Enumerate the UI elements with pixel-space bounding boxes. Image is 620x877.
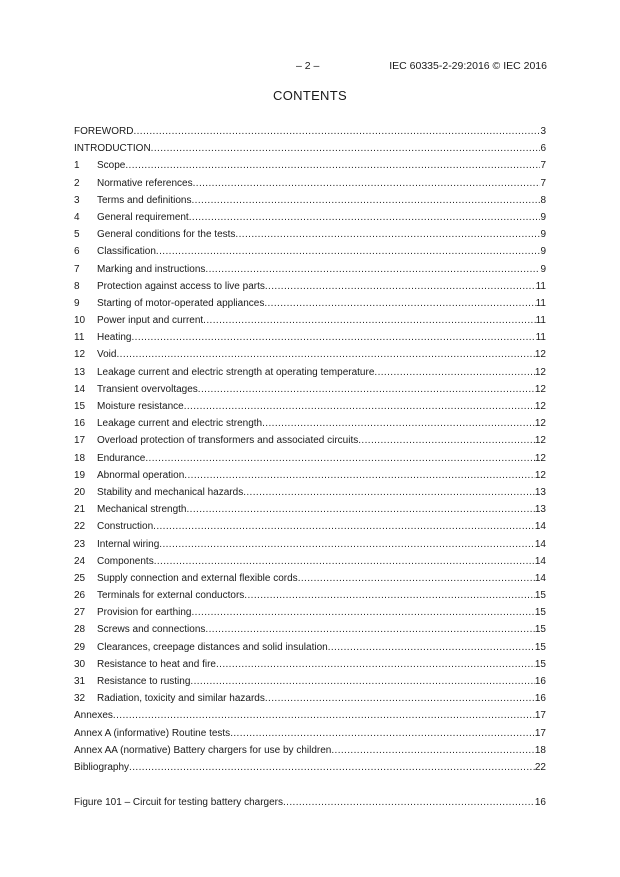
toc-entry-label: General requirement	[97, 211, 189, 223]
toc-entry-label: Leakage current and electric strength at operating temperature	[97, 366, 375, 378]
toc-entry-page: 12	[534, 452, 546, 464]
toc-dot-leader	[129, 759, 535, 776]
toc-entry[interactable]	[74, 621, 546, 638]
toc-entry-label: Overload protection of transformers and associated circuits	[97, 435, 359, 447]
toc-dot-leader	[192, 604, 535, 621]
toc-entry-page: 6	[540, 143, 546, 155]
toc-entry-page: 15	[534, 641, 546, 653]
toc-dot-leader	[265, 690, 535, 707]
toc-entry[interactable]	[74, 570, 546, 587]
toc-entry[interactable]	[74, 673, 546, 690]
toc-entry-number: 26	[74, 590, 86, 602]
toc-entry-number: 20	[74, 486, 86, 498]
toc-entry[interactable]	[74, 707, 546, 724]
toc-entry-number: 32	[74, 693, 86, 705]
toc-entry-page: 11	[535, 332, 546, 344]
toc-section-gap	[74, 776, 546, 794]
toc-entry[interactable]	[74, 381, 546, 398]
toc-entry[interactable]	[74, 295, 546, 312]
toc-entry-number: 17	[74, 435, 86, 447]
toc-dot-leader	[331, 742, 535, 759]
toc-dot-leader	[153, 518, 535, 535]
toc-dot-leader	[264, 295, 535, 312]
toc-entry-number: 31	[74, 676, 86, 687]
toc-entry-number: 8	[74, 280, 80, 292]
toc-dot-leader	[374, 364, 534, 381]
toc-entry-number: 28	[74, 624, 86, 636]
toc-entry[interactable]	[74, 536, 546, 553]
toc-entry-label: Screws and connections	[97, 624, 206, 636]
toc-entry-label: Power input and current	[97, 315, 204, 327]
toc-entry[interactable]	[74, 157, 546, 174]
toc-entry-page: 15	[534, 590, 546, 602]
toc-dot-leader	[243, 484, 535, 501]
toc-entry-label: Resistance to rusting	[97, 676, 191, 687]
toc-entry[interactable]	[74, 192, 546, 209]
toc-entry-number: 1	[74, 160, 80, 172]
toc-entry-label: Resistance to heat and fire	[97, 658, 216, 670]
toc-entry[interactable]	[74, 415, 546, 432]
toc-entry-number: 30	[74, 658, 86, 670]
toc-entry-number: 19	[74, 469, 86, 481]
toc-entry[interactable]	[74, 346, 546, 363]
toc-entry[interactable]	[74, 209, 546, 226]
toc-entry[interactable]	[74, 312, 546, 329]
toc-entry-page: 12	[534, 401, 546, 412]
toc-entry[interactable]	[74, 123, 546, 140]
toc-entry[interactable]	[74, 759, 546, 776]
toc-dot-leader	[265, 278, 536, 295]
toc-dot-leader	[116, 346, 534, 363]
toc-dot-leader	[230, 725, 535, 742]
toc-entry-label: Abnormal operation	[97, 469, 185, 481]
toc-dot-leader	[262, 415, 535, 432]
page-title: CONTENTS	[273, 88, 347, 103]
toc-dot-leader	[151, 140, 541, 157]
toc-dot-leader	[198, 381, 535, 398]
toc-entry-label: Transient overvoltages	[97, 383, 198, 395]
toc-entry-page: 11	[535, 280, 546, 292]
toc-entry-label: Components	[97, 555, 154, 567]
toc-entry[interactable]	[74, 639, 546, 656]
toc-dot-leader	[131, 329, 535, 346]
toc-entry[interactable]	[74, 140, 546, 157]
toc-dot-leader	[244, 587, 535, 604]
toc-dot-leader	[205, 621, 534, 638]
toc-entry[interactable]	[74, 243, 546, 260]
toc-entry-page: 14	[534, 521, 546, 533]
toc-dot-leader	[187, 501, 535, 518]
toc-entry-label: FOREWORD	[74, 126, 134, 137]
toc-dot-leader	[184, 467, 535, 484]
toc-entry-page: 14	[534, 572, 546, 584]
toc-entry-page: 12	[534, 418, 546, 430]
toc-entry[interactable]	[74, 725, 546, 742]
page-number: – 2 –	[296, 60, 320, 72]
toc-entry-number: 25	[74, 572, 86, 584]
toc-entry[interactable]	[74, 261, 546, 278]
toc-entry-page: 16	[534, 676, 546, 687]
toc-entry-label: Construction	[97, 521, 154, 533]
toc-entry-page: 8	[540, 194, 546, 206]
toc-entry-label: Bibliography	[74, 761, 130, 773]
toc-entry-label: Protection against access to live parts	[97, 280, 265, 292]
toc-dot-leader	[235, 226, 540, 243]
toc-entry[interactable]	[74, 604, 546, 621]
toc-entry-page: 11	[535, 297, 546, 309]
toc-entry-label: Mechanical strength	[97, 504, 187, 516]
toc-entry[interactable]	[74, 553, 546, 570]
toc-entry-number: 3	[74, 194, 80, 206]
toc-entry-page: 9	[540, 229, 546, 241]
toc-entry-label: Figure 101 – Circuit for testing battery chargers	[74, 797, 283, 809]
toc-dot-leader	[125, 157, 540, 174]
toc-entry-label: Scope	[97, 160, 126, 172]
toc-entry-label: Heating	[97, 332, 132, 344]
toc-entry-label: Terms and definitions	[97, 194, 192, 206]
toc-entry-page: 12	[534, 383, 546, 395]
figure-entry[interactable]	[74, 794, 546, 811]
toc-entry-number: 29	[74, 641, 86, 653]
toc-entry-label: Normative references	[97, 177, 193, 189]
table-of-contents	[74, 123, 546, 811]
toc-entry-label: Clearances, creepage distances and solid insulation	[97, 641, 328, 653]
toc-entry-number: 13	[74, 366, 86, 378]
toc-entry-page: 9	[540, 246, 546, 258]
toc-entry-page: 9	[540, 263, 546, 275]
toc-entry-page: 17	[534, 727, 546, 739]
toc-entry-page: 16	[534, 693, 546, 705]
toc-entry-label: Starting of motor-operated appliances	[97, 297, 265, 309]
toc-entry-number: 22	[74, 521, 86, 533]
toc-entry-number: 27	[74, 607, 86, 619]
toc-entry-page: 22	[534, 761, 546, 773]
toc-entry-page: 7	[540, 177, 546, 189]
toc-dot-leader	[328, 639, 535, 656]
toc-entry-label: Moisture resistance	[97, 401, 184, 412]
toc-entry-page: 12	[534, 469, 546, 481]
toc-entry-number: 15	[74, 401, 86, 412]
toc-entry-page: 9	[540, 211, 546, 223]
toc-dot-leader	[156, 243, 541, 260]
toc-dot-leader	[189, 209, 541, 226]
toc-entry-label: Annex AA (normative) Battery chargers for use by children	[74, 744, 332, 756]
toc-entry[interactable]	[74, 226, 546, 243]
toc-entry-label: Endurance	[97, 452, 146, 464]
toc-entry-label: INTRODUCTION	[74, 143, 151, 155]
toc-entry-number: 11	[74, 332, 85, 344]
toc-entry-page: 16	[534, 797, 546, 809]
toc-entry-label: Void	[97, 349, 117, 361]
toc-entry[interactable]	[74, 501, 546, 518]
toc-entry[interactable]	[74, 742, 546, 759]
toc-entry[interactable]	[74, 364, 546, 381]
toc-entry-number: 12	[74, 349, 86, 361]
document-id: IEC 60335-2-29:2016 © IEC 2016	[389, 60, 547, 72]
toc-entry-label: Annexes	[74, 710, 113, 722]
toc-entry-page: 7	[540, 160, 546, 172]
toc-dot-leader	[159, 536, 535, 553]
toc-entry-page: 12	[534, 435, 546, 447]
toc-entry[interactable]	[74, 175, 546, 192]
toc-entry-number: 16	[74, 418, 86, 430]
toc-entry-page: 13	[534, 486, 546, 498]
toc-entry[interactable]	[74, 450, 546, 467]
toc-entry-label: Leakage current and electric strength	[97, 418, 263, 430]
toc-entry-number: 9	[74, 297, 80, 309]
toc-entry[interactable]	[74, 587, 546, 604]
toc-dot-leader	[192, 192, 541, 209]
toc-dot-leader	[205, 261, 540, 278]
toc-entry-number: 24	[74, 555, 86, 567]
toc-entry[interactable]	[74, 656, 546, 673]
toc-entry-page: 17	[534, 710, 546, 722]
toc-dot-leader	[193, 175, 541, 192]
toc-entry-number: 6	[74, 246, 80, 258]
toc-entry-page: 14	[534, 555, 546, 567]
toc-dot-leader	[145, 450, 535, 467]
toc-entry-label: Internal wiring	[97, 538, 160, 550]
toc-entry[interactable]	[74, 467, 546, 484]
toc-entry-label: Marking and instructions	[97, 263, 206, 275]
toc-entry[interactable]	[74, 329, 546, 346]
toc-dot-leader	[283, 794, 535, 811]
toc-entry-page: 15	[534, 607, 546, 619]
toc-entry-label: Stability and mechanical hazards	[97, 486, 244, 498]
toc-entry-page: 12	[534, 349, 546, 361]
toc-entry-page: 3	[540, 126, 546, 137]
toc-entry-number: 7	[74, 263, 80, 275]
toc-entry-page: 15	[534, 658, 546, 670]
toc-dot-leader	[190, 673, 534, 690]
toc-entry-page: 11	[535, 315, 546, 327]
toc-dot-leader	[203, 312, 535, 329]
toc-entry[interactable]	[74, 518, 546, 535]
toc-entry-number: 2	[74, 177, 80, 189]
toc-entry[interactable]	[74, 690, 546, 707]
toc-entry-label: Annex A (informative) Routine tests	[74, 727, 231, 739]
toc-entry-number: 23	[74, 538, 86, 550]
toc-entry-number: 4	[74, 211, 80, 223]
toc-entry-number: 14	[74, 383, 86, 395]
toc-entry-label: Radiation, toxicity and similar hazards	[97, 693, 265, 705]
toc-entry-label: Supply connection and external flexible cords	[97, 572, 298, 584]
toc-entry-number: 21	[74, 504, 86, 516]
page-header	[0, 60, 620, 74]
toc-entry-page: 13	[534, 504, 546, 516]
toc-entry-page: 18	[534, 744, 546, 756]
toc-entry[interactable]	[74, 484, 546, 501]
toc-dot-leader	[184, 398, 535, 415]
toc-dot-leader	[154, 553, 535, 570]
toc-dot-leader	[113, 707, 535, 724]
toc-dot-leader	[216, 656, 535, 673]
toc-entry-label: Provision for earthing	[97, 607, 192, 619]
toc-entry-page: 12	[534, 366, 546, 378]
toc-entry[interactable]	[74, 432, 546, 449]
toc-entry-label: Classification	[97, 246, 156, 258]
toc-entry-label: General conditions for the tests	[97, 229, 236, 241]
toc-entry[interactable]	[74, 278, 546, 295]
toc-dot-leader	[358, 432, 535, 449]
toc-entry-label: Terminals for external conductors	[97, 590, 245, 602]
toc-entry-page: 15	[534, 624, 546, 636]
toc-entry-number: 10	[74, 315, 86, 327]
toc-entry-number: 5	[74, 229, 80, 241]
toc-entry[interactable]	[74, 398, 546, 415]
toc-dot-leader	[133, 123, 540, 140]
toc-entry-page: 14	[534, 538, 546, 550]
toc-dot-leader	[298, 570, 535, 587]
toc-entry-number: 18	[74, 452, 86, 464]
